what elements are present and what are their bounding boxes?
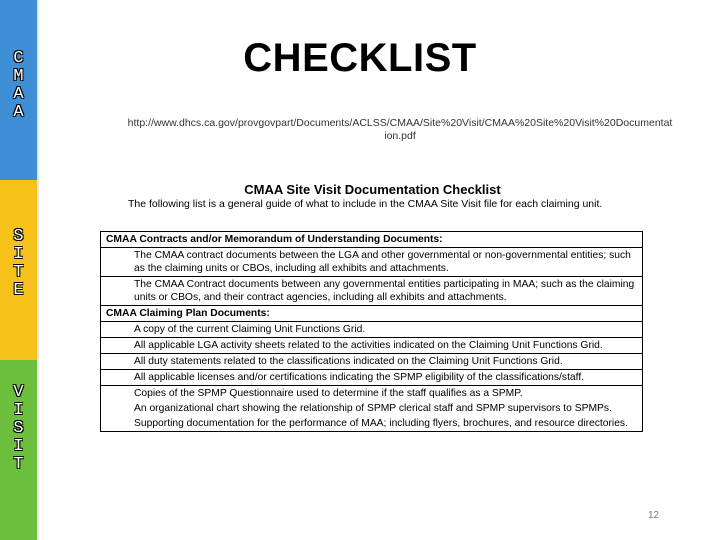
checklist-document-image xyxy=(100,180,645,435)
source-url xyxy=(105,117,695,143)
side-ribbon xyxy=(0,0,37,540)
table-row xyxy=(101,277,643,306)
checklist-item: All applicable LGA activity sheets related to the activities indicated on the Claiming Unit Functions Grid. xyxy=(101,338,643,354)
table-row xyxy=(101,248,643,277)
sidebar-letter: S xyxy=(13,227,24,246)
source-url-link[interactable] xyxy=(128,117,673,142)
checklist-item: All duty statements related to the classifications indicated on the Claiming Unit Functions Grid. xyxy=(101,354,643,370)
sidebar-word-visit xyxy=(0,384,37,474)
sidebar-letter: A xyxy=(13,85,24,104)
page-number: 12 xyxy=(648,510,660,521)
section-heading: CMAA Contracts and/or Memorandum of Understanding Documents: xyxy=(101,232,643,248)
sidebar-letter: V xyxy=(13,383,24,402)
sidebar-divider xyxy=(37,0,39,540)
sidebar-letter: S xyxy=(13,419,24,438)
sidebar-letter: I xyxy=(13,245,24,264)
sidebar-word-cmaa xyxy=(0,50,37,122)
table-row xyxy=(101,370,643,386)
checklist-item: Supporting documentation for the performance of MAA; including flyers, brochures, and resource directories. xyxy=(101,416,643,432)
table-row xyxy=(101,386,643,402)
sidebar-letter: E xyxy=(13,281,24,300)
checklist-title: CMAA Site Visit Documentation Checklist xyxy=(244,182,501,197)
sidebar-letter: I xyxy=(13,401,24,420)
checklist-subtitle: The following list is a general guide of what to include in the CMAA Site Visit file for each claiming unit. xyxy=(128,198,603,210)
sidebar-letter: C xyxy=(13,49,24,68)
checklist-item: The CMAA Contract documents between any governmental entities participating in MAA; such as the claiming units or CBOs, and their contract agencies, including all exhibits and attachments. xyxy=(101,277,643,306)
sidebar-letter: T xyxy=(13,263,24,282)
table-row xyxy=(101,416,643,432)
table-row xyxy=(101,401,643,416)
slide-title: CHECKLIST xyxy=(243,36,477,80)
checklist-item: Copies of the SPMP Questionnaire used to determine if the staff qualifies as a SPMP. xyxy=(101,386,643,402)
sidebar-word-site xyxy=(0,228,37,300)
checklist-item: The CMAA contract documents between the LGA and other governmental or non-governmental entities; such as the claiming units or CBOs, including all exhibits and attachments. xyxy=(101,248,643,277)
checklist-table xyxy=(100,231,643,432)
sidebar-letter: T xyxy=(13,455,24,474)
table-row xyxy=(101,338,643,354)
checklist-item: A copy of the current Claiming Unit Functions Grid. xyxy=(101,322,643,338)
table-row xyxy=(101,232,643,248)
table-row xyxy=(101,322,643,338)
source-url-line-2: ion.pdf xyxy=(384,130,416,142)
sidebar-letter: A xyxy=(13,103,24,122)
sidebar-letter: I xyxy=(13,437,24,456)
sidebar-letter: M xyxy=(13,67,24,86)
checklist-item: An organizational chart showing the relationship of SPMP clerical staff and SPMP supervisors to SPMPs. xyxy=(101,401,643,416)
source-url-line-1: http://www.dhcs.ca.gov/provgovpart/Documents/ACLSS/CMAA/Site%20Visit/CMAA%20Site%20Visit%20Documentat xyxy=(127,117,673,129)
table-row xyxy=(101,306,643,322)
section-heading: CMAA Claiming Plan Documents: xyxy=(101,306,643,322)
table-row xyxy=(101,354,643,370)
checklist-item: All applicable licenses and/or certifications indicating the SPMP eligibility of the classifications/staff. xyxy=(101,370,643,386)
